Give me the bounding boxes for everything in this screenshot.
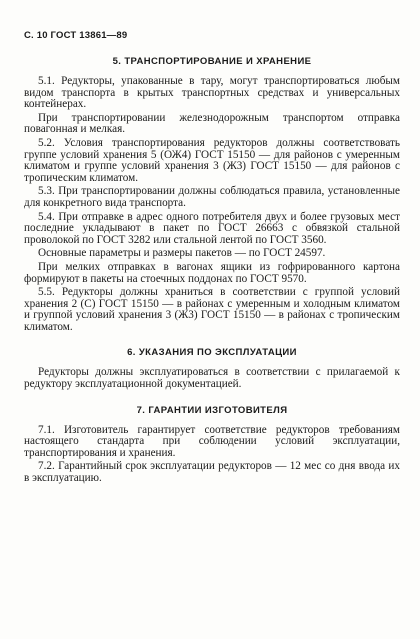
paragraph: Редукторы должны эксплуатироваться в соответствии с прилагаемой к редуктору эксплуатационной документацией. (24, 366, 400, 391)
paragraph: 5.1. Редукторы, упакованные в тару, могут транспортироваться любым видом транспорта в крытых транспортных средствах и универсальных контейнерах. (24, 75, 400, 111)
paragraph: 5.5. Редукторы должны храниться в соответствии с группой условий хранения 2 (С) ГОСТ 15150 — в районах с умеренным и холодным климатом и группой условий хранения 3 (Ж3) ГОСТ 15150 — в районах с тропическим климатом. (24, 286, 400, 333)
section-transport-storage (24, 56, 400, 333)
paragraph: 5.2. Условия транспортирования редукторов должны соответствовать группе условий хранения 5 (ОЖ4) ГОСТ 15150 — для районов с умеренным климатом и группе условий хранения 3 (Ж3) ГОСТ 15150 — для районов с тропическим климатом. (24, 136, 400, 184)
section-gap (24, 335, 400, 347)
section-gap (24, 393, 400, 405)
paragraph: 7.2. Гарантийный срок эксплуатации редукторов — 12 мес со дня ввода их в эксплуатацию. (24, 460, 400, 485)
paragraph: 7.1. Изготовитель гарантирует соответствие редукторов требованиям настоящего стандарта при соблюдении условий эксплуатации, транспортирования и хранения. (24, 423, 400, 459)
paragraph: 5.3. При транспортировании должны соблюдаться правила, установленные для конкретного вида транспорта. (24, 185, 400, 209)
paragraph: 5.4. При отправке в адрес одного потребителя двух и более грузовых мест последние укладывают в пакет по ГОСТ 26663 с обвязкой стальной проволокой по ГОСТ 3282 или стальной лентой по ГОСТ 3560. (24, 210, 400, 246)
section-title: 5. ТРАНСПОРТИРОВАНИЕ И ХРАНЕНИЕ (112, 56, 312, 67)
section-manufacturer-warranty (24, 405, 400, 485)
paragraph: При мелких отправках в вагонах ящики из гофрированного картона формируют в пакеты на стоечных поддонах по ГОСТ 9570. (24, 260, 400, 285)
page-header: С. 10 ГОСТ 13861—89 (24, 30, 128, 41)
paragraph: При транспортировании железнодорожным транспортом отправка повагонная и мелкая. (24, 111, 400, 136)
section-operation-instructions (24, 347, 400, 390)
document-body (24, 56, 400, 487)
section-title: 6. УКАЗАНИЯ ПО ЭКСПЛУАТАЦИИ (127, 347, 297, 359)
paragraph: Основные параметры и размеры пакетов — по ГОСТ 24597. (38, 247, 326, 260)
section-title: 7. ГАРАНТИИ ИЗГОТОВИТЕЛЯ (136, 404, 288, 416)
